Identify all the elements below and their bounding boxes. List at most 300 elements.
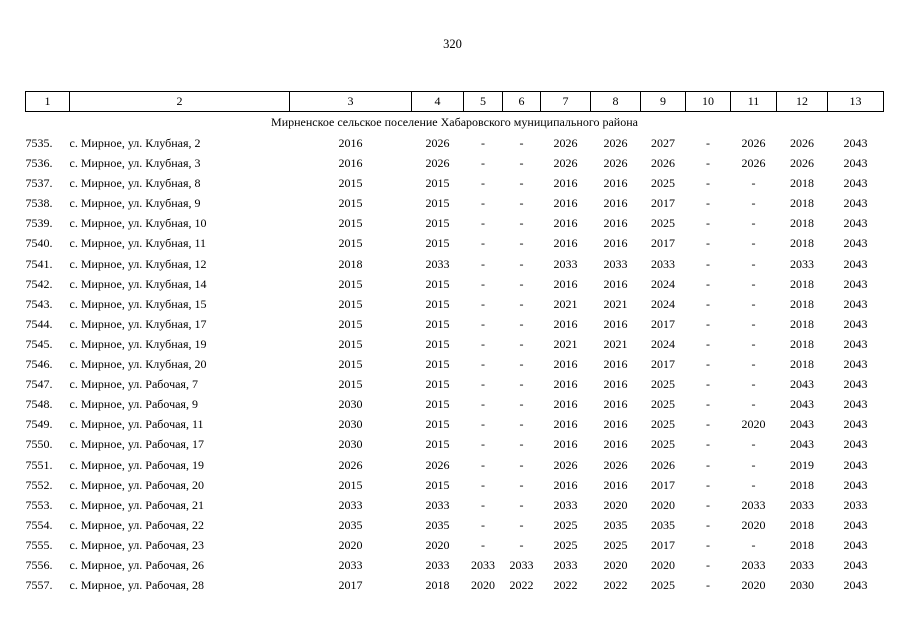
year-cell-col-3: 2016 [338, 156, 363, 171]
year-cell-col-12: 2033 [790, 557, 814, 572]
row-number: 7556. [25, 557, 53, 572]
table-row [26, 173, 884, 193]
address-cell: с. Мирное, ул. Клубная, 14 [69, 276, 207, 291]
year-cell-col-7: 2016 [553, 216, 578, 231]
year-cell-col-3: 2015 [338, 276, 363, 291]
address-cell: с. Мирное, ул. Рабочая, 19 [69, 457, 204, 472]
year-cell-col-10: - [706, 477, 710, 492]
year-cell-col-9: 2025 [651, 437, 675, 452]
table-row [26, 233, 884, 253]
year-cell-col-11: - [751, 216, 756, 231]
address-cell: с. Мирное, ул. Клубная, 2 [69, 136, 201, 150]
year-cell-col-4: 2015 [425, 296, 450, 311]
year-cell-col-11: - [751, 457, 756, 472]
year-cell-col-3: 2015 [338, 196, 363, 211]
year-cell-col-5: 2033 [471, 557, 495, 572]
year-cell-col-3: 2015 [338, 477, 363, 492]
year-cell-col-11: - [751, 377, 756, 392]
year-cell-col-3: 2015 [338, 357, 363, 372]
year-cell-col-5: - [481, 397, 485, 412]
year-cell-col-10: - [706, 136, 710, 150]
table-row [26, 274, 884, 294]
year-cell-col-13: 2043 [843, 537, 868, 552]
year-cell-col-5: - [481, 497, 485, 512]
row-number: 7538. [25, 196, 53, 211]
year-cell-col-10: - [706, 336, 710, 351]
section-row [26, 112, 884, 134]
address-cell: с. Мирное, ул. Клубная, 3 [69, 156, 201, 171]
year-cell-col-4: 2026 [425, 156, 450, 171]
year-cell-col-8: 2016 [603, 216, 628, 231]
year-cell-col-5: - [481, 136, 485, 150]
year-cell-col-13: 2043 [843, 216, 868, 231]
year-cell-col-6: - [519, 517, 524, 532]
year-cell-col-11: - [751, 256, 756, 271]
year-cell-col-8: 2016 [603, 397, 628, 412]
address-cell: с. Мирное, ул. Клубная, 17 [69, 316, 207, 331]
year-cell-col-6: - [519, 276, 524, 291]
row-number: 7548. [25, 397, 53, 412]
year-cell-col-8: 2021 [603, 296, 628, 311]
year-cell-col-8: 2016 [603, 377, 628, 392]
table-row [26, 133, 884, 153]
table-row [26, 455, 884, 475]
year-cell-col-10: - [706, 256, 710, 271]
year-cell-col-4: 2015 [425, 417, 450, 432]
year-cell-col-8: 2016 [603, 437, 628, 452]
year-cell-col-13: 2043 [843, 477, 868, 492]
year-cell-col-5: - [481, 216, 485, 231]
address-cell: с. Мирное, ул. Клубная, 20 [69, 357, 207, 372]
year-cell-col-8: 2020 [603, 557, 628, 572]
year-cell-col-10: - [706, 216, 710, 231]
row-number: 7553. [25, 497, 53, 512]
year-cell-col-12: 2019 [790, 457, 814, 472]
year-cell-col-9: 2017 [651, 236, 675, 251]
year-cell-col-5: - [481, 196, 485, 211]
year-cell-col-4: 2015 [425, 336, 450, 351]
year-cell-col-12: 2018 [790, 216, 814, 231]
year-cell-col-5: - [481, 477, 485, 492]
year-cell-col-3: 2015 [338, 336, 363, 351]
year-cell-col-3: 2016 [338, 136, 363, 150]
year-cell-col-3: 2030 [338, 417, 363, 432]
row-number: 7547. [25, 377, 53, 392]
year-cell-col-7: 2033 [553, 256, 578, 271]
row-number: 7537. [25, 176, 53, 191]
column-header-1: 1 [26, 92, 70, 112]
row-number: 7554. [25, 517, 53, 532]
year-cell-col-8: 2016 [603, 276, 628, 291]
year-cell-col-13: 2043 [843, 236, 868, 251]
column-header-2: 2 [70, 92, 290, 112]
year-cell-col-3: 2015 [338, 316, 363, 331]
year-cell-col-13: 2043 [843, 357, 868, 372]
row-number: 7543. [25, 296, 53, 311]
year-cell-col-13: 2043 [843, 256, 868, 271]
year-cell-col-12: 2018 [790, 316, 814, 331]
year-cell-col-8: 2016 [603, 477, 628, 492]
row-number: 7546. [25, 357, 53, 372]
year-cell-col-7: 2016 [553, 176, 578, 191]
year-cell-col-10: - [706, 296, 710, 311]
year-cell-col-8: 2025 [603, 537, 628, 552]
address-cell: с. Мирное, ул. Клубная, 10 [69, 216, 207, 231]
year-cell-col-9: 2024 [651, 296, 675, 311]
year-cell-col-9: 2020 [651, 557, 675, 572]
column-header-3: 3 [290, 92, 412, 112]
address-cell: с. Мирное, ул. Клубная, 19 [69, 336, 207, 351]
year-cell-col-7: 2016 [553, 236, 578, 251]
column-header-10: 10 [686, 92, 731, 112]
year-cell-col-9: 2017 [651, 196, 675, 211]
year-cell-col-3: 2015 [338, 377, 363, 392]
year-cell-col-6: - [519, 176, 524, 191]
row-number: 7550. [25, 437, 53, 452]
year-cell-col-13: 2043 [843, 417, 868, 432]
year-cell-col-9: 2017 [651, 537, 675, 552]
year-cell-col-5: - [481, 236, 485, 251]
year-cell-col-11: 2026 [741, 156, 766, 171]
year-cell-col-4: 2026 [425, 457, 450, 472]
year-cell-col-9: 2025 [651, 578, 675, 593]
column-header-8: 8 [591, 92, 641, 112]
year-cell-col-6: 2033 [509, 557, 534, 572]
year-cell-col-6: - [519, 196, 524, 211]
year-cell-col-6: - [519, 497, 524, 512]
year-cell-col-10: - [706, 537, 710, 552]
year-cell-col-8: 2021 [603, 336, 628, 351]
year-cell-col-11: 2020 [741, 417, 766, 432]
data-table [25, 91, 884, 595]
year-cell-col-4: 2015 [425, 216, 450, 231]
year-cell-col-6: - [519, 417, 524, 432]
row-number: 7539. [25, 216, 53, 231]
year-cell-col-12: 2018 [790, 236, 814, 251]
year-cell-col-9: 2025 [651, 377, 675, 392]
year-cell-col-3: 2015 [338, 236, 363, 251]
year-cell-col-6: - [519, 437, 524, 452]
address-cell: с. Мирное, ул. Клубная, 12 [69, 256, 207, 271]
year-cell-col-12: 2030 [790, 578, 814, 593]
year-cell-col-7: 2016 [553, 316, 578, 331]
year-cell-col-8: 2016 [603, 196, 628, 211]
year-cell-col-5: - [481, 537, 485, 552]
year-cell-col-10: - [706, 316, 710, 331]
year-cell-col-13: 2043 [843, 437, 868, 452]
table-row [26, 555, 884, 575]
year-cell-col-8: 2026 [603, 457, 628, 472]
year-cell-col-4: 2035 [425, 517, 450, 532]
year-cell-col-12: 2018 [790, 357, 814, 372]
address-cell: с. Мирное, ул. Рабочая, 22 [69, 517, 204, 532]
year-cell-col-9: 2027 [651, 136, 675, 150]
row-number: 7542. [25, 276, 53, 291]
year-cell-col-11: 2020 [741, 578, 766, 593]
year-cell-col-12: 2026 [790, 156, 814, 171]
address-cell: с. Мирное, ул. Рабочая, 21 [69, 497, 204, 512]
year-cell-col-10: - [706, 196, 710, 211]
address-cell: с. Мирное, ул. Рабочая, 7 [69, 377, 198, 392]
year-cell-col-5: - [481, 256, 485, 271]
row-number: 7544. [25, 316, 53, 331]
year-cell-col-11: - [751, 437, 756, 452]
year-cell-col-5: - [481, 457, 485, 472]
year-cell-col-7: 2016 [553, 276, 578, 291]
year-cell-col-13: 2043 [843, 296, 868, 311]
year-cell-col-8: 2022 [603, 578, 628, 593]
year-cell-col-3: 2033 [338, 497, 363, 512]
column-header-6: 6 [503, 92, 541, 112]
year-cell-col-9: 2025 [651, 216, 675, 231]
year-cell-col-9: 2026 [651, 156, 675, 171]
address-cell: с. Мирное, ул. Рабочая, 17 [69, 437, 204, 452]
column-header-row [26, 92, 884, 112]
year-cell-col-3: 2017 [338, 578, 363, 593]
year-cell-col-10: - [706, 397, 710, 412]
table-row [26, 314, 884, 334]
row-number: 7549. [25, 417, 53, 432]
year-cell-col-4: 2033 [425, 557, 450, 572]
year-cell-col-11: - [751, 196, 756, 211]
table-row [26, 213, 884, 233]
year-cell-col-4: 2015 [425, 397, 450, 412]
year-cell-col-7: 2016 [553, 477, 578, 492]
year-cell-col-9: 2025 [651, 176, 675, 191]
year-cell-col-13: 2043 [843, 196, 868, 211]
year-cell-col-6: - [519, 397, 524, 412]
year-cell-col-11: 2020 [741, 517, 766, 532]
year-cell-col-8: 2016 [603, 176, 628, 191]
table-row [26, 414, 884, 434]
year-cell-col-9: 2025 [651, 397, 675, 412]
year-cell-col-5: - [481, 276, 485, 291]
year-cell-col-7: 2016 [553, 196, 578, 211]
address-cell: с. Мирное, ул. Клубная, 8 [69, 176, 201, 191]
column-header-12: 12 [777, 92, 828, 112]
year-cell-col-9: 2017 [651, 477, 675, 492]
address-cell: с. Мирное, ул. Рабочая, 20 [69, 477, 204, 492]
year-cell-col-12: 2018 [790, 517, 814, 532]
row-number: 7545. [25, 336, 53, 351]
year-cell-col-13: 2043 [843, 557, 868, 572]
table-body [26, 112, 884, 596]
year-cell-col-12: 2033 [790, 256, 814, 271]
year-cell-col-9: 2024 [651, 276, 675, 291]
year-cell-col-9: 2026 [651, 457, 675, 472]
column-header-5: 5 [464, 92, 503, 112]
year-cell-col-11: 2033 [741, 557, 766, 572]
year-cell-col-8: 2033 [603, 256, 628, 271]
year-cell-col-4: 2015 [425, 276, 450, 291]
year-cell-col-7: 2016 [553, 397, 578, 412]
year-cell-col-7: 2016 [553, 437, 578, 452]
year-cell-col-13: 2043 [843, 316, 868, 331]
year-cell-col-13: 2043 [843, 377, 868, 392]
year-cell-col-9: 2020 [651, 497, 675, 512]
address-cell: с. Мирное, ул. Рабочая, 26 [69, 557, 204, 572]
year-cell-col-6: - [519, 457, 524, 472]
year-cell-col-3: 2020 [338, 537, 363, 552]
year-cell-col-4: 2015 [425, 477, 450, 492]
year-cell-col-9: 2017 [651, 316, 675, 331]
year-cell-col-7: 2016 [553, 377, 578, 392]
year-cell-col-4: 2026 [425, 136, 450, 150]
year-cell-col-10: - [706, 437, 710, 452]
year-cell-col-11: - [751, 537, 756, 552]
year-cell-col-12: 2018 [790, 276, 814, 291]
year-cell-col-4: 2015 [425, 196, 450, 211]
row-number: 7555. [25, 537, 53, 552]
year-cell-col-6: - [519, 296, 524, 311]
column-header-11: 11 [731, 92, 777, 112]
year-cell-col-10: - [706, 377, 710, 392]
address-cell: с. Мирное, ул. Рабочая, 9 [69, 397, 198, 412]
year-cell-col-4: 2015 [425, 377, 450, 392]
year-cell-col-9: 2035 [651, 517, 675, 532]
year-cell-col-10: - [706, 176, 710, 191]
year-cell-col-13: 2043 [843, 156, 868, 171]
year-cell-col-4: 2015 [425, 176, 450, 191]
table-row [26, 394, 884, 414]
year-cell-col-12: 2043 [790, 417, 814, 432]
year-cell-col-10: - [706, 417, 710, 432]
year-cell-col-4: 2018 [425, 578, 450, 593]
year-cell-col-13: 2043 [843, 578, 868, 593]
year-cell-col-4: 2015 [425, 316, 450, 331]
year-cell-col-11: - [751, 296, 756, 311]
year-cell-col-12: 2043 [790, 437, 814, 452]
year-cell-col-10: - [706, 276, 710, 291]
year-cell-col-12: 2018 [790, 176, 814, 191]
address-cell: с. Мирное, ул. Клубная, 15 [69, 296, 207, 311]
year-cell-col-4: 2015 [425, 437, 450, 452]
year-cell-col-13: 2043 [843, 397, 868, 412]
year-cell-col-5: - [481, 377, 485, 392]
year-cell-col-6: - [519, 136, 524, 150]
year-cell-col-3: 2030 [338, 437, 363, 452]
year-cell-col-6: - [519, 236, 524, 251]
year-cell-col-13: 2043 [843, 457, 868, 472]
year-cell-col-7: 2016 [553, 417, 578, 432]
year-cell-col-10: - [706, 357, 710, 372]
year-cell-col-10: - [706, 517, 710, 532]
table-row [26, 334, 884, 354]
year-cell-col-5: - [481, 417, 485, 432]
year-cell-col-12: 2018 [790, 537, 814, 552]
year-cell-col-10: - [706, 497, 710, 512]
table-row [26, 294, 884, 314]
year-cell-col-10: - [706, 578, 710, 593]
year-cell-col-13: 2043 [843, 517, 868, 532]
year-cell-col-5: - [481, 357, 485, 372]
year-cell-col-10: - [706, 156, 710, 171]
year-cell-col-8: 2035 [603, 517, 628, 532]
year-cell-col-12: 2018 [790, 296, 814, 311]
table-row [26, 374, 884, 394]
year-cell-col-3: 2015 [338, 176, 363, 191]
year-cell-col-11: 2026 [741, 136, 766, 150]
section-title: Мирненское сельское поселение Хабаровского муниципального района [271, 115, 638, 129]
row-number: 7551. [25, 457, 53, 472]
year-cell-col-11: - [751, 357, 756, 372]
address-cell: с. Мирное, ул. Рабочая, 28 [69, 578, 204, 593]
row-number: 7540. [25, 236, 53, 251]
year-cell-col-10: - [706, 236, 710, 251]
year-cell-col-11: - [751, 176, 756, 191]
table-row [26, 575, 884, 595]
year-cell-col-9: 2024 [651, 336, 675, 351]
year-cell-col-3: 2030 [338, 397, 363, 412]
year-cell-col-12: 2033 [790, 497, 814, 512]
year-cell-col-7: 2025 [553, 517, 578, 532]
year-cell-col-5: - [481, 316, 485, 331]
year-cell-col-5: - [481, 517, 485, 532]
year-cell-col-11: - [751, 236, 756, 251]
year-cell-col-9: 2025 [651, 417, 675, 432]
year-cell-col-8: 2016 [603, 236, 628, 251]
year-cell-col-4: 2015 [425, 357, 450, 372]
year-cell-col-12: 2026 [790, 136, 814, 150]
year-cell-col-13: 2043 [843, 136, 868, 150]
year-cell-col-12: 2043 [790, 397, 814, 412]
year-cell-col-7: 2021 [553, 296, 578, 311]
table-row [26, 254, 884, 274]
address-cell: с. Мирное, ул. Рабочая, 23 [69, 537, 204, 552]
address-cell: с. Мирное, ул. Клубная, 11 [69, 236, 207, 251]
table-row [26, 434, 884, 454]
year-cell-col-6: - [519, 216, 524, 231]
year-cell-col-6: - [519, 156, 524, 171]
year-cell-col-8: 2020 [603, 497, 628, 512]
year-cell-col-12: 2018 [790, 336, 814, 351]
year-cell-col-8: 2026 [603, 136, 628, 150]
table-row [26, 495, 884, 515]
year-cell-col-4: 2020 [425, 537, 450, 552]
year-cell-col-11: - [751, 316, 756, 331]
year-cell-col-13: 2033 [843, 497, 868, 512]
year-cell-col-9: 2033 [651, 256, 675, 271]
table-row [26, 535, 884, 555]
year-cell-col-10: - [706, 557, 710, 572]
year-cell-col-7: 2021 [553, 336, 578, 351]
year-cell-col-7: 2025 [553, 537, 578, 552]
year-cell-col-8: 2016 [603, 417, 628, 432]
year-cell-col-7: 2022 [553, 578, 578, 593]
year-cell-col-11: - [751, 276, 756, 291]
year-cell-col-11: - [751, 477, 756, 492]
year-cell-col-13: 2043 [843, 176, 868, 191]
column-header-4: 4 [412, 92, 464, 112]
year-cell-col-11: 2033 [741, 497, 766, 512]
year-cell-col-11: - [751, 397, 756, 412]
year-cell-col-4: 2033 [425, 497, 450, 512]
year-cell-col-7: 2026 [553, 457, 578, 472]
year-cell-col-4: 2033 [425, 256, 450, 271]
year-cell-col-5: - [481, 156, 485, 171]
table-row [26, 153, 884, 173]
year-cell-col-5: 2020 [471, 578, 495, 593]
year-cell-col-3: 2033 [338, 557, 363, 572]
year-cell-col-3: 2018 [338, 256, 363, 271]
table-row [26, 354, 884, 374]
year-cell-col-7: 2026 [553, 136, 578, 150]
year-cell-col-6: - [519, 477, 524, 492]
year-cell-col-6: - [519, 357, 524, 372]
year-cell-col-3: 2015 [338, 296, 363, 311]
year-cell-col-3: 2035 [338, 517, 363, 532]
year-cell-col-5: - [481, 336, 485, 351]
